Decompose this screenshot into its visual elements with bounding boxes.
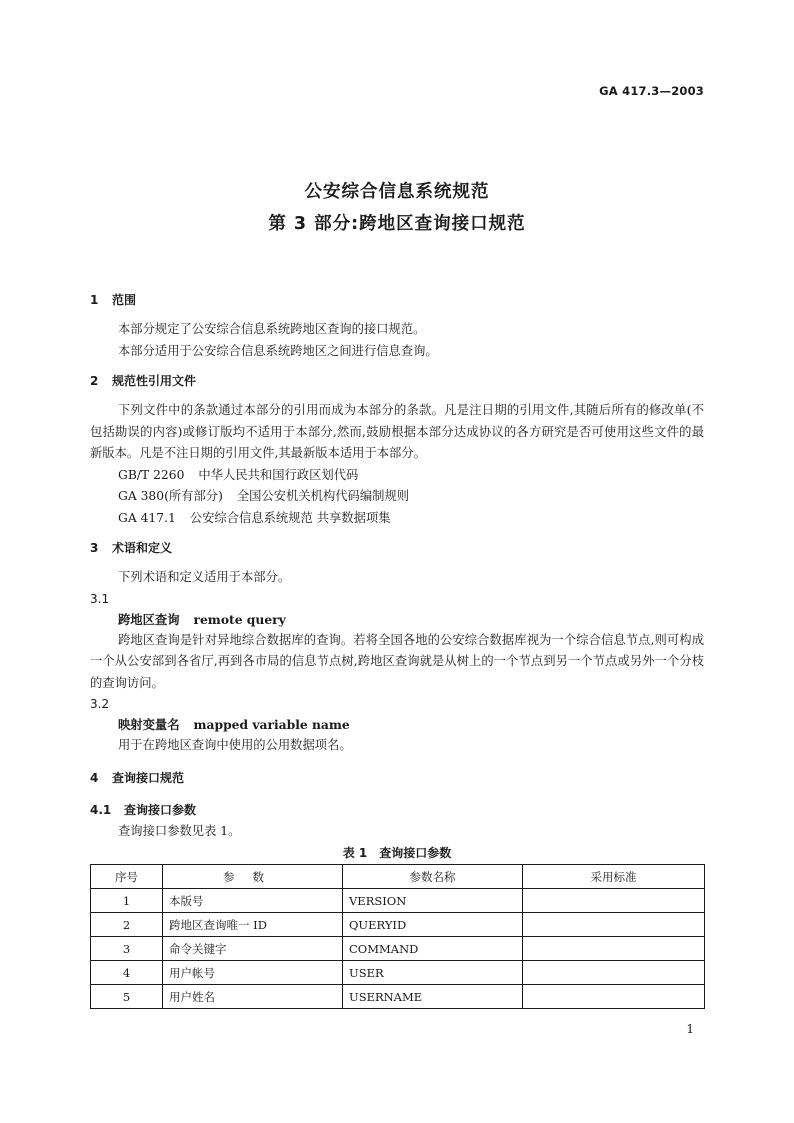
title-line-2: 第 3 部分:跨地区查询接口规范 [268,214,526,234]
table-row [91,889,705,913]
section-heading-normative-references: 2 规范性引用文件 [90,374,197,388]
table-cell: QUERYID [343,913,523,937]
table-cell: 用户帐号 [163,961,343,985]
document-body [90,289,704,1009]
reference-item: GA 417.1 公安综合信息系统规范 共享数据项集 [118,510,391,525]
table-cell: VERSION [343,889,523,913]
term-definition: 用于在跨地区查询中使用的公用数据项名。 [118,738,352,752]
table-cell [523,889,705,913]
page-number: 1 [686,1022,694,1036]
table-cell: 命令关键字 [163,937,343,961]
section-heading-query-interface: 4 查询接口规范 [90,770,185,785]
table-cell: 1 [91,889,163,913]
table-cell [523,937,705,961]
paragraph: 下列文件中的条款通过本部分的引用而成为本部分的条款。凡是注日期的引用文件,其随后所有的修改单(不包括勘误的内容)或修订版均不适用于本部分,然而,鼓励根据本部分达成协议的各方研究是否可使用这些文件的最新版本。凡是不注日期的引用文件,其最新版本适用于本部分。 [90,403,704,460]
table-cell: 5 [91,985,163,1009]
column-header: 采用标准 [523,865,705,889]
section-heading-terms: 3 术语和定义 [90,541,173,555]
table-cell: COMMAND [343,937,523,961]
term-definition: 跨地区查询是针对异地综合数据库的查询。若将全国各地的公安综合数据库视为一个综合信息节点,则可构成一个从公安部到各省厅,再到各市局的信息节点树,跨地区查询就是从树上的一个节点到另一个节点或另外一个分枝的查询访问。 [90,632,704,690]
column-header: 参数名称 [343,865,523,889]
paragraph: 查询接口参数见表 1。 [118,823,241,838]
table-cell: 4 [91,961,163,985]
table-header-row [91,865,705,889]
table-cell: 3 [91,937,163,961]
term-number: 3.1 [90,591,110,606]
table-cell [523,961,705,985]
paragraph: 本部分规定了公安综合信息系统跨地区查询的接口规范。 [118,322,426,336]
table-cell: 2 [91,913,163,937]
table-cell: USERNAME [343,985,523,1009]
parameter-table [90,864,705,1009]
table-cell [523,985,705,1009]
table-row [91,961,705,985]
reference-item: GA 380(所有部分) 全国公安机关机构代码编制规则 [118,489,410,503]
subsection-heading: 4.1 查询接口参数 [90,802,197,817]
table-row [91,985,705,1009]
table-caption: 表 1 查询接口参数 [342,846,452,860]
paragraph: 下列术语和定义适用于本部分。 [118,570,291,584]
document-title [0,176,794,240]
table-cell: USER [343,961,523,985]
paragraph: 本部分适用于公安综合信息系统跨地区之间进行信息查询。 [118,343,438,358]
table-cell [523,913,705,937]
table-cell: 用户姓名 [163,985,343,1009]
term-name: 跨地区查询 remote query [118,611,286,627]
reference-item: GB/T 2260 中华人民共和国行政区划代码 [118,467,359,482]
title-line-1: 公安综合信息系统规范 [304,182,490,202]
section-heading-scope: 1 范围 [90,293,137,307]
column-header: 序号 [91,865,163,889]
table-cell: 跨地区查询唯一 ID [163,913,343,937]
term-name: 映射变量名 mapped variable name [118,717,350,732]
column-header: 参数 [163,865,343,889]
table-row [91,913,705,937]
standard-code: GA 417.3—2003 [599,84,704,98]
term-number: 3.2 [90,697,110,711]
table-row [91,937,705,961]
table-cell: 本版号 [163,889,343,913]
